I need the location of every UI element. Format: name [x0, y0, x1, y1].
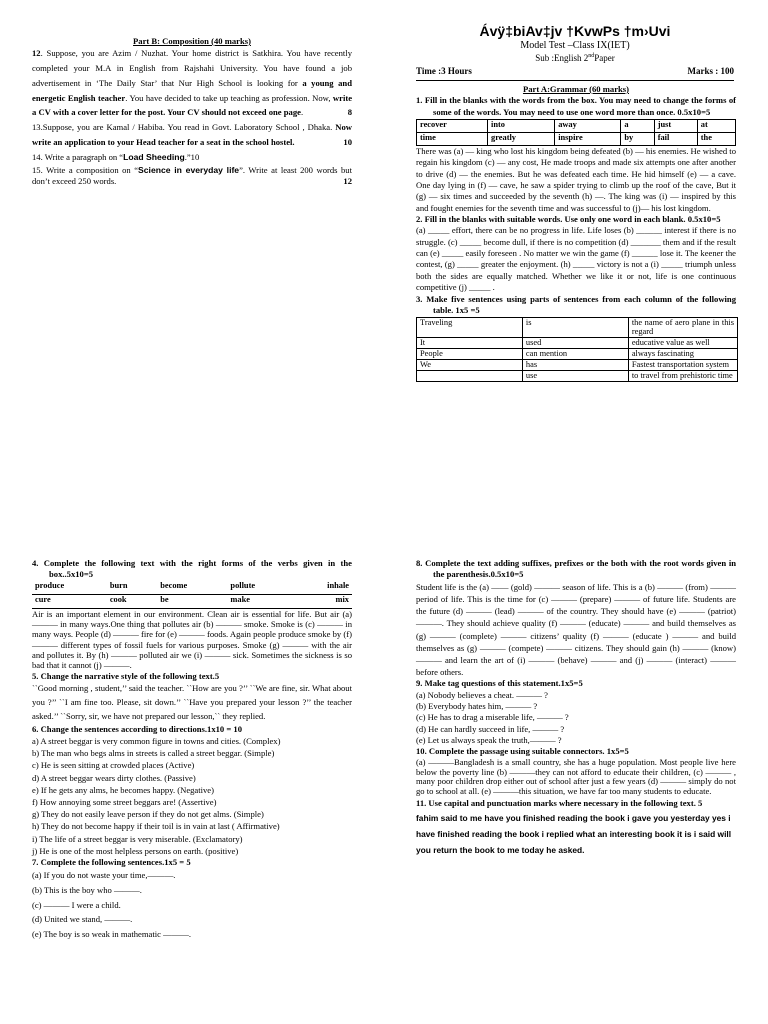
word-cell: inspire	[555, 133, 621, 146]
verb-cell: become	[160, 580, 188, 590]
q14: 14. Write a paragraph on “Load Sheeding.”10	[32, 151, 200, 162]
model-test-subtitle: Model Test –Class IX(IET)	[520, 40, 630, 52]
word-cell: time	[417, 133, 488, 146]
table-cell: It	[417, 337, 523, 348]
table-cell: People	[417, 348, 523, 359]
q1-passage: There was (a) — king who lost his kingdom being defeated (b) — his enemies. He wished to regain his kingdom (c) — any cost, He made troops and made six attempts one after another to drive (d) — the enemies. But he was defeated each time. He hid himself (e) — a cave. One day lying in (f) — cave, he saw a spider trying to climb up the roof of the cave, But it (g) — six times and succeeded by the seventh (h) —. The king was (i) — inspired by this and fought enemies for the seventh time and was successful to (j)— his lost kingdom.	[416, 146, 736, 213]
table-row	[417, 370, 738, 381]
time-label: Time :3 Hours	[416, 66, 472, 77]
list-item: (c) ——— I were a child.	[32, 899, 121, 910]
q4-instruction: 4. Complete the following text with the right forms of the verbs given in the box..5x10=5	[32, 558, 352, 580]
list-item: d) A street beggar wears dirty clothes. (Passive)	[32, 772, 196, 783]
word-cell: recover	[417, 120, 488, 133]
verb-cell: inhale	[327, 580, 349, 590]
list-item: (d) He can hardly succeed in life, ——— ?	[416, 723, 565, 734]
list-item: (a) Nobody believes a cheat. ——— ?	[416, 689, 548, 700]
table-cell: We	[417, 359, 523, 370]
list-item: i) The life of a street beggar is very miserable. (Exclamatory)	[32, 833, 243, 844]
q1-instruction: 1. Fill in the blanks with the words from the box. You may need to change the forms of some of the words. You may need to use one word more than once. 0.5x10=5	[416, 95, 736, 117]
q6-list	[32, 735, 352, 857]
table-cell: educative value as well	[628, 337, 737, 348]
q11-passage: fahim said to me have you finished reading the book i gave you yesterday yes i have finished reading the book i replied what an interesting book it is i said will you return the book to me today he asked.	[416, 812, 732, 855]
table-cell: use	[522, 370, 628, 381]
verb-cell: be	[160, 594, 169, 604]
list-item: f) How annoying some street beggars are! (Assertive)	[32, 797, 217, 808]
table-cell	[417, 370, 523, 381]
table-cell: always fascinating	[628, 348, 737, 359]
list-item: c) He is seen sitting at crowded places (Active)	[32, 760, 195, 771]
word-cell: by	[621, 133, 654, 146]
q4-passage: Air is an important element in our environment. Clean air is essential for life. But air (a) ——— in many ways.One thing that pollutes air (b) ——— smoke. Smoke is (c) ——— in many ways. People (d) ——— fire for (e) ——— foods. Again people produce smoke by (f) ——— different types of fossil fuels for various purposes. Smoke (g) ——— with the air and pollutes it. By (h) ——— polluted air we (i) ——— sick. Sometimes the sickness is so bad that it cannot (j) ———.	[32, 608, 352, 671]
verb-cell: burn	[109, 580, 128, 590]
part-a-heading: Part A:Grammar (60 marks)	[522, 84, 630, 94]
q8-passage: Student life is the (a) —— (gold) ——— season of life. This is a (b) ——— (from) ——— period of life. This is the time for (c) ——— (prepare) ——— of future life. Students are the future (d) ——— (lead) ——— of the country. They should have (e) ——— (patriot) ———. They should achieve quality (f) ——— (educate) ——— and build themselves as (g) ——— (complete) ——— citizens’ quality (f) ——— (educate ) ——— and build themselves as (g) ——— (compete) ——— citizens. They should gain (h) ——— (know) ——— and learn the art of (i) ——— (behave) ——— and (j) ——— (interact) ——— before others.	[416, 581, 736, 678]
marks-label: Marks : 100	[687, 66, 734, 77]
word-cell: a	[621, 120, 654, 133]
q13-marks: 10	[343, 137, 352, 147]
part-b	[32, 36, 352, 187]
q5-instruction: 5. Change the narrative style of the following text.5	[32, 670, 220, 681]
word-cell: at	[697, 120, 735, 133]
table-cell: has	[522, 359, 628, 370]
table-cell: used	[522, 337, 628, 348]
q15-marks: 12	[343, 175, 352, 186]
word-cell: fail	[654, 133, 697, 146]
header	[416, 24, 734, 81]
part-a-right-bottom	[416, 558, 736, 859]
q1-word-box	[416, 119, 736, 146]
table-row	[417, 348, 738, 359]
table-row	[32, 581, 352, 595]
list-item: a) A street beggar is very common figure in towns and cities. (Complex)	[32, 736, 281, 747]
list-item: j) He is one of the most helpless persons on earth. (positive)	[32, 845, 239, 856]
q4-verb-box	[32, 581, 352, 609]
list-item: (b) Everybody hates him, ——— ?	[416, 701, 538, 711]
list-item: e) If he gets any alms, he becomes happy. (Negative)	[32, 784, 214, 795]
subject-line: Sub :English 2ndPaper	[535, 52, 615, 63]
table-cell: can mention	[522, 348, 628, 359]
word-cell: into	[488, 120, 555, 133]
q3-instruction: 3. Make five sentences using parts of sentences from each column of the following table. 1x5 =5	[416, 293, 736, 315]
time-marks-row	[416, 66, 734, 81]
q9-instruction: 9. Make tag questions of this statement.1x5=5	[416, 678, 583, 689]
q13: 13.Suppose, you are Kamal / Habiba. You read in Govt. Laboratory School , Dhaka. Now write an application to your Head teacher for a seat in the school hostel. 10	[32, 120, 352, 150]
verb-cell: cure	[35, 594, 51, 604]
q11-instruction: 11. Use capital and punctuation marks where necessary in the following text. 5	[416, 798, 703, 809]
q9-list	[416, 690, 736, 747]
q12: 12. Suppose, you are Azim / Nuzhat. Your home district is Satkhira. You have recently completed your M.A in English from Rajshahi University. You have found a job advertisement in ‘The Daily Star’ that Nur High School is looking for a young and energetic English teacher. You have decided to take up teaching as profession. Now, write a CV with a cover letter for the post. Your CV should not exceed one page. 8	[32, 46, 352, 120]
table-row	[417, 359, 738, 370]
table-cell: to travel from prehistoric time	[628, 370, 737, 381]
word-cell: the	[697, 133, 735, 146]
q15: 15. Write a composition on “Science in everyday life”. Write at least 200 words but don’t exceed 250 words. 12	[32, 164, 352, 186]
list-item: g) They do not easily leave person if they do not get alms. (Simple)	[32, 809, 264, 820]
verb-cell: pollute	[230, 580, 256, 590]
table-row	[417, 120, 736, 133]
table-row	[417, 337, 738, 348]
q6-instruction: 6. Change the sentences according to directions.1x10 = 10	[32, 723, 243, 734]
word-cell: just	[654, 120, 697, 133]
table-cell: Fastest transportation system	[628, 359, 737, 370]
q2-instruction: 2. Fill in the blanks with suitable words. Use only one word in each blank. 0.5x10=5	[416, 214, 721, 225]
part-a-left-bottom	[32, 558, 352, 941]
q10-instruction: 10. Complete the passage using suitable connectors. 1x5=5	[416, 746, 629, 757]
table-row	[32, 594, 352, 608]
list-item: h) They do not become happy if their toil is in vain at last ( Affirmative)	[32, 821, 280, 832]
table-cell: is	[522, 318, 628, 337]
list-item: (b) This is the boy who ———.	[32, 885, 142, 895]
list-item: (a) If you do not waste your time,———.	[32, 870, 176, 881]
word-cell: greatly	[488, 133, 555, 146]
list-item: (e) The boy is so weak in mathematic ———.	[32, 928, 192, 939]
table-row	[417, 318, 738, 337]
table-row	[417, 133, 736, 146]
list-item: (e) Let us always speak the truth,——— ?	[416, 735, 562, 746]
q10-passage: (a) ———Bangladesh is a small country, she has a huge population. Most people live here below the poverty line (b) ———they can not afford to educate their children, (c) ——— , many poor children drop either out of school after just a few years (d) ——— simply do not go to school at all. (e) ———this situation, we have far too many students to educate.	[416, 756, 736, 797]
q5-passage: ``Good morning , student,’’ said the teacher. ``How are you ?’’ ``We are fine, sir. What about you ?’’ ``I am fine too. Please, sit down.’’ ``Have you prepared your lesson ?’’ the teacher asked.’’ ``Sorry, sir, we have not prepared our lesson,`` they replied.	[32, 682, 352, 721]
q7-list	[32, 868, 352, 941]
table-cell: the name of aero plane in this regard	[628, 318, 737, 337]
q8-instruction: 8. Complete the text adding suffixes, prefixes or the both with the root words given in the parenthesis.0.5x10=5	[416, 558, 736, 580]
list-item: b) The man who begs alms in streets is called a street beggar. (Simple)	[32, 748, 275, 759]
q3-sentence-table	[416, 317, 738, 381]
verb-cell: cook	[109, 594, 127, 604]
verb-cell: mix	[335, 594, 349, 604]
table-cell: Traveling	[417, 318, 523, 337]
school-name: Ávÿ‡biAv‡jv †KvwPs †m›Uvi	[479, 23, 671, 39]
part-a-top	[416, 84, 736, 382]
word-cell: away	[555, 120, 621, 133]
q2-passage: (a) _____ effort, there can be no progress in life. Life loses (b) ______ interest if there is no struggle. (c) _____ become dull, if there is no competition (d) _______ them and if the result can (e) _____ easily foreseen . No matter we win the game (f) ______ lose it. The keener the contest, (g) _____ greater the enjoyment. (h) _____ victory is not a (i) _____ triumph unless both the sides are equally matched. Whether we like it or not, life is one continuous competitive (j) _____ .	[416, 225, 736, 293]
list-item: (c) He has to drag a miserable life, ——— ?	[416, 712, 569, 723]
list-item: (d) United we stand, ———.	[32, 914, 133, 925]
verb-cell: produce	[35, 580, 65, 590]
q12-marks: 8	[347, 107, 352, 118]
part-b-heading: Part B: Composition (40 marks)	[133, 36, 251, 46]
verb-cell: make	[230, 594, 250, 604]
q7-instruction: 7. Complete the following sentences.1x5 = 5	[32, 857, 191, 868]
